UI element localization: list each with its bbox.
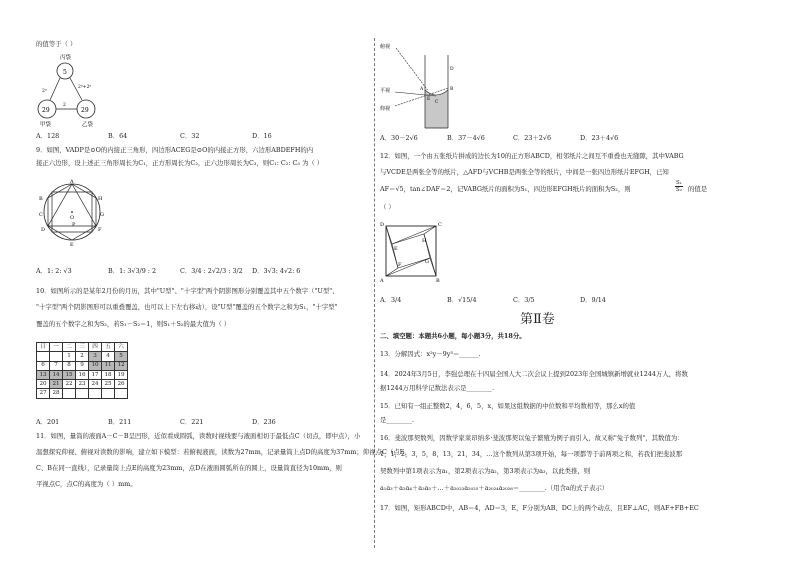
calendar-cell-shaded: 14 (50, 370, 63, 379)
q9-option-c: C．3/4 : 2√2/3 : 3/2 (180, 267, 243, 275)
q11-figure (380, 40, 470, 130)
q12-label-f: F (398, 262, 402, 268)
q9-figure (36, 176, 106, 246)
q9-label-h: H (98, 196, 103, 202)
q9-center (71, 211, 73, 213)
q17: 17．如图，矩形ABCD中，AB＝4，AD＝3，E，F分别为AB、DC上的两个动点，且EF⊥AC，则AF+FB+EC (380, 504, 699, 512)
q12-label-h: H (422, 238, 427, 244)
calendar-cell: 8 (63, 361, 76, 370)
q8-options (36, 132, 272, 140)
q9-label-f: F (98, 227, 102, 233)
calendar-header-cell: 六 (115, 343, 128, 352)
q8-value-left: 29 (42, 107, 50, 114)
q8-value-right: 29 (81, 107, 89, 114)
calendar-cell-shaded: 12 (115, 361, 128, 370)
q13: 13．分解因式：x²y－9y³＝______. (380, 350, 481, 358)
calendar-cell: 2 (76, 352, 89, 361)
calendar-cell: 27 (37, 389, 50, 398)
q9-label-c: C (39, 212, 43, 218)
calendar-cell: 19 (115, 370, 128, 379)
q12-fraction-top: S₁ (676, 180, 682, 186)
q8-arrow-label-b: 2ⁿ+2ⁿ (78, 85, 92, 90)
q12-options (380, 296, 606, 304)
q11-liquid (425, 90, 448, 128)
calendar-cell-shaded: 15 (63, 370, 76, 379)
q8-option-d: D．16 (252, 132, 272, 140)
calendar-cell: 24 (89, 380, 102, 389)
calendar-cell: 22 (63, 380, 76, 389)
q8-arrow-label-a: 2 (63, 103, 66, 108)
q12-line3a: AF＝√5，tan∠DAF＝2，记VABG纸片的面积为S₁，四边形EFGH纸片的面积为S₂，则 (380, 185, 631, 193)
q14-line2: 据1244万用科学记数法表示是________. (380, 384, 495, 392)
calendar-row (37, 352, 128, 361)
calendar-cell: 1 (63, 352, 76, 361)
calendar-cell: 6 (37, 361, 50, 370)
calendar-cell: 28 (50, 389, 63, 398)
q11-label-d: D (450, 67, 454, 72)
q9-label-b: B (39, 196, 43, 202)
calendar-cell (115, 389, 128, 398)
q10-option-c: C．221 (180, 418, 204, 426)
q11-label-yangshi: 仰视 (380, 106, 391, 112)
calendar-cell-shaded: 3 (89, 352, 102, 361)
section-title: 第Ⅱ卷 (520, 312, 555, 327)
q11-option-c: C．23＋2√6 (513, 134, 552, 142)
q8-arrow-label-c: 2ⁿ (42, 89, 47, 94)
q15-line1: 15．已知有一组正整数2，4，6，5，x，如果这组数据的中位数和平均数相等，那么x的值 (380, 402, 636, 410)
calendar-cell-shaded: 11 (102, 361, 115, 370)
calendar-cell-shaded: 10 (89, 361, 102, 370)
q10-option-d: D．236 (252, 418, 276, 426)
q11-option-d: D．23＋4√6 (580, 134, 619, 142)
q8-option-c: C．32 (180, 132, 200, 140)
calendar-cell: 17 (89, 370, 102, 379)
q9-options (36, 267, 300, 275)
q8-value-top: 5 (63, 69, 67, 76)
calendar-row (37, 389, 128, 398)
q9-label-o: O (70, 215, 75, 221)
q8-arrow-top-left (50, 78, 60, 100)
q12-option-b: B．√15/4 (447, 296, 477, 304)
calendar-header-cell: 二 (63, 343, 76, 352)
q12-label-b: B (436, 278, 440, 284)
q12-fraction-bottom: S₂ (676, 187, 682, 194)
q12-triangle-chb (424, 226, 436, 276)
q12-fraction (675, 180, 683, 193)
q11-option-b: B．37－4√6 (447, 134, 485, 142)
q8-option-a: A．128 (36, 132, 60, 140)
calendar-row (37, 361, 128, 370)
q11-line4: 平视点C，点C的高度为（ ）mm。 (36, 480, 137, 488)
q10-line2: "十字型"两个阴影图形可以重叠覆盖，也可以上下左右移动），设"U型"覆盖的五个数字之和为S₁，"十字型" (36, 303, 338, 311)
calendar-cell: 20 (37, 380, 50, 389)
q10-line1: 10．如图所示的是某年2月份的月历，其中"U型"、"十字型"两个阴影图形分别覆盖其中五个数字（"U型"、 (36, 287, 339, 295)
q11-label-e: E (427, 97, 431, 102)
calendar-cell-shaded: 21 (50, 380, 63, 389)
q16-line3: 契数列中第1项表示为a₁，第2项表示为a₂，第3项表示为a₃，以此类推，则 (380, 467, 591, 475)
q8-option-b: B．64 (108, 132, 128, 140)
q11-label-pingshi: 平视 (380, 88, 391, 94)
calendar-header-cell: 三 (76, 343, 89, 352)
q16-line2: 1，1，2，3，5，8，13，21，34，…这个数列从第3项开始，每一项都等于前两项之和，若我们把斐波那 (380, 450, 683, 458)
q9-label-d: D (41, 227, 46, 233)
calendar-cell: 4 (102, 352, 115, 361)
q9-option-a: A．1: 2: √3 (36, 267, 72, 275)
calendar-table (36, 342, 128, 399)
q15-line2: 是________. (380, 416, 414, 424)
q12-figure (378, 218, 448, 284)
calendar-cell: 7 (50, 361, 63, 370)
q8-label-bing: 丙袋 (60, 55, 72, 61)
calendar-cell-shaded: 13 (37, 370, 50, 379)
q11-option-a: A．30－2√6 (380, 134, 418, 142)
q12-label-e: E (394, 246, 398, 252)
q12-label-a: A (380, 278, 384, 284)
q9-label-a: A (70, 179, 74, 185)
q12-label-d: D (380, 222, 385, 228)
calendar-header-cell: 四 (89, 343, 102, 352)
q9-option-d: D．3√3: 4√2: 6 (252, 267, 301, 275)
calendar-cell-shaded: 5 (115, 352, 128, 361)
q8-figure (30, 50, 120, 130)
q9-label-e: E (70, 242, 74, 246)
column-divider (374, 38, 375, 548)
q11-line1: 11．如图，量筒的液面A－C－B呈凹形，近似看成圆弧，读数时视线要与液面相切于最低点C（切点，即中点），小 (36, 432, 361, 440)
q14-line1: 14．2024年3月5日，李强总理在十四届全国人大二次会议上提到2023年全国城镇新增就业1244万人，将数 (380, 370, 688, 378)
q10-options (36, 418, 276, 426)
q11-label-c: C (435, 100, 439, 105)
q11-label-fushi: 俯视 (380, 44, 391, 50)
q12-option-d: D．9/14 (580, 296, 606, 304)
q11-line2: 温想探究仰视、俯视对读数的影响，建立如下模型：若俯视液面，读数为27mm，记录量筒上点D的高度为37mm；仰视点C（点E、 (36, 448, 411, 456)
q12-line3b: 的值是 (688, 185, 708, 193)
calendar-cell (63, 389, 76, 398)
q10-line3: 覆盖的五个数字之和为S₂，若S₁－S₂＝1，则S₁＋S₂的最大值为（ ） (36, 320, 231, 328)
q12-option-c: C．3/5 (513, 296, 535, 304)
q16-line1: 16．斐波那契数列，因数学家莱昂纳多·斐波那契以兔子繁殖为例子而引入，故又称"兔子数列"，其数值为： (380, 434, 684, 442)
calendar-cell: 25 (102, 380, 115, 389)
calendar-cell (102, 389, 115, 398)
calendar-cell: 9 (76, 361, 89, 370)
calendar-row (37, 380, 128, 389)
calendar-header-cell: 日 (37, 343, 50, 352)
calendar-cell: 18 (102, 370, 115, 379)
calendar-cell: 26 (115, 380, 128, 389)
q11-label-b: B (450, 87, 454, 92)
calendar-cell (76, 389, 89, 398)
q12-label-c: C (438, 222, 442, 228)
q10-option-a: A．201 (36, 418, 60, 426)
q10-option-b: B．211 (108, 418, 132, 426)
q9-line2: 接正六边形，设上述正三角形周长为C₁，正方形周长为C₂，正六边形周长为C₃，则C₁: C₂: C₃ 为（ ） (36, 159, 324, 167)
q8-label-yi: 乙袋 (82, 122, 94, 128)
calendar-cell (89, 389, 102, 398)
calendar-header-row (37, 343, 128, 352)
q8-tail: 的值等于（ ） (36, 40, 77, 48)
calendar-cell (50, 352, 63, 361)
q12-label-g: G (425, 259, 429, 265)
q11-options (380, 134, 618, 142)
q9-line1: 9．如图，VADP是⊙O的内接正三角形，四边形ACEG是⊙O的内接正方形，六边形ABDEFH的内 (36, 146, 314, 154)
calendar-cell: 16 (76, 370, 89, 379)
q11-line3: C、B在同一直线），记录量筒上点E的高度为23mm，点D在液面圆弧所在的圆上，设量筒直径为10mm，则 (36, 464, 342, 472)
calendar-cell (37, 352, 50, 361)
q12-option-a: A．3/4 (380, 296, 402, 304)
q12-line2: 与VCDE是两张全等的纸片，△AFD与VCHB是两张全等的纸片，中间是一张四边形纸片EFGH，已知 (380, 168, 669, 176)
calendar-row (37, 370, 128, 379)
q12-line1: 12．如图，一个由五张纸片拼成的边长为10的正方形ABCD，相邻纸片之间互不重叠也无缝隙，其中VABG (380, 152, 684, 160)
q11-label-a: A (420, 87, 424, 92)
calendar-cell: 23 (76, 380, 89, 389)
calendar-header-cell: 一 (50, 343, 63, 352)
q9-option-b: B．1: 3√3/9 : 2 (108, 267, 157, 275)
q8-label-jia: 甲袋 (40, 122, 52, 128)
q12-blank: （ ） (380, 203, 395, 211)
q16-line4: a₁a₃＋a₂a₄＋a₃a₅＋…＋a₂₀₂₃a₂₀₂₅＋a₂₀₂₄a₂₀₂₆＝________.（用含a的式子表示） (380, 484, 609, 492)
q9-label-p: P (72, 222, 76, 228)
calendar-header-cell: 五 (102, 343, 115, 352)
q12-triangle-cde (386, 226, 436, 244)
q9-label-g: G (100, 212, 104, 218)
fill-in-section-heading: 二、填空题：本题共6小题，每小题3分，共18分。 (380, 332, 526, 340)
